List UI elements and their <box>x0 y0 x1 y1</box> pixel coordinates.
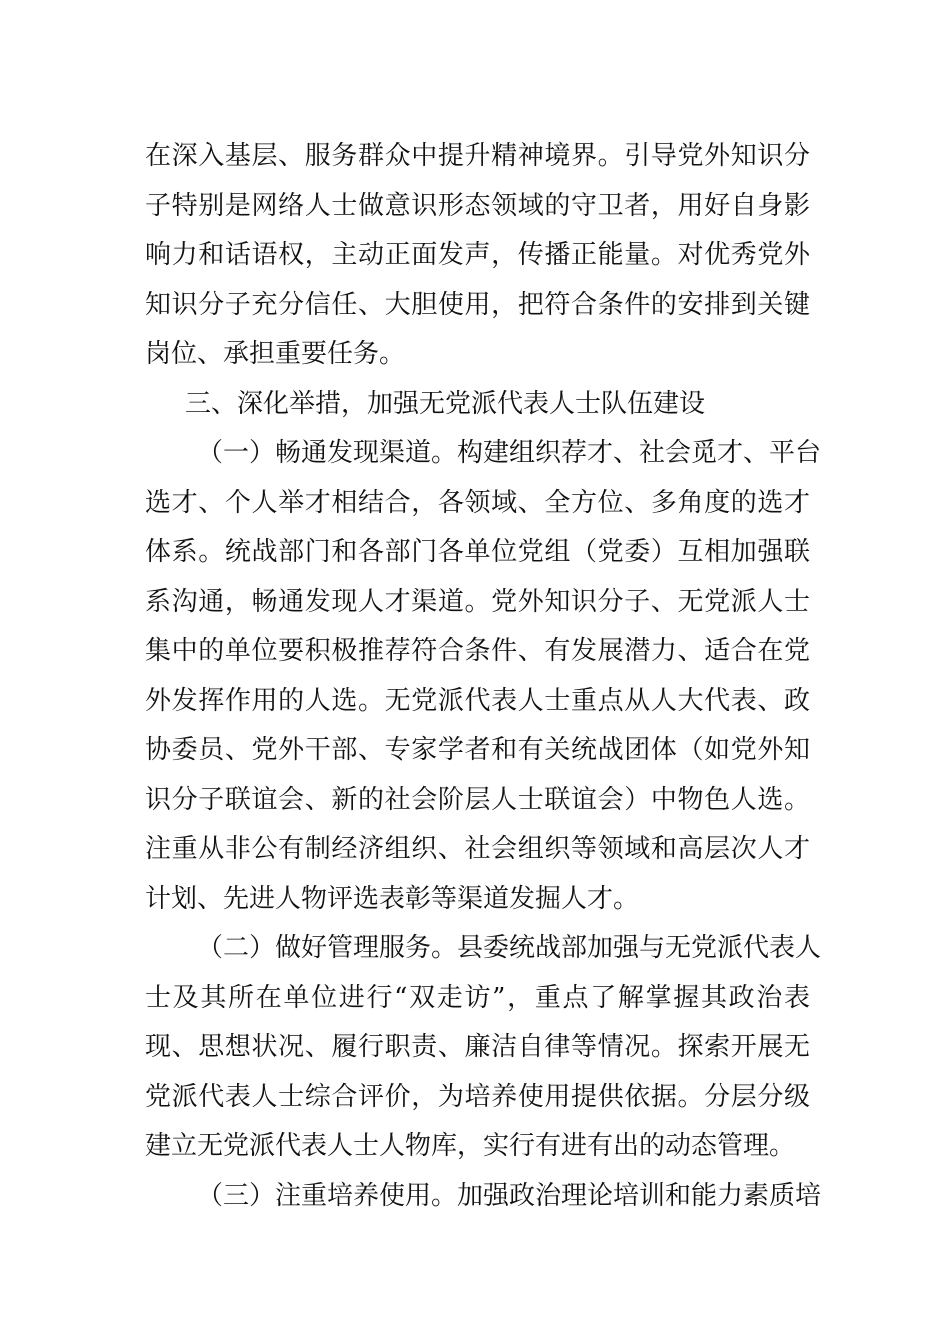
text-line: 系沟通，畅通发现人才渠道。党外知识分子、无党派人士 <box>145 586 810 617</box>
text-line: 知识分子充分信任、大胆使用，把符合条件的安排到关键 <box>145 289 810 320</box>
text-line: （一）畅通发现渠道。构建组织荐才、社会觅才、平台 <box>197 438 822 468</box>
text-line: （二）做好管理服务。县委统战部加强与无党派代表人 <box>197 933 822 963</box>
text-line: 党派代表人士综合评价，为培养使用提供依据。分层分级 <box>145 1081 810 1112</box>
text-line: 岗位、承担重要任务。 <box>145 339 406 369</box>
body-text <box>145 132 822 1221</box>
text-line: 集中的单位要积极推荐符合条件、有发展潜力、适合在党 <box>145 636 810 666</box>
text-line: 体系。统战部门和各部门各单位党组（党委）互相加强联 <box>145 537 810 567</box>
text-line: 现、思想状况、履行职责、廉洁自律等情况。探索开展无 <box>145 1032 810 1062</box>
text-line: 选才、个人举才相结合，各领域、全方位、多角度的选才 <box>145 487 810 518</box>
text-line: （三）注重培养使用。加强政治理论培训和能力素质培 <box>197 1180 822 1211</box>
text-line: 响力和话语权，主动正面发声，传播正能量。对优秀党外 <box>145 240 810 270</box>
text-line: 计划、先进人物评选表彰等渠道发掘人才。 <box>145 883 640 914</box>
paragraph-3-1 <box>145 429 822 924</box>
section-heading <box>145 380 810 430</box>
paragraph-3-3 <box>145 1172 822 1222</box>
paragraph-3-2 <box>145 924 822 1172</box>
text-line: 外发挥作用的人选。无党派代表人士重点从人大代表、政 <box>145 685 810 716</box>
text-line: 士及其所在单位进行“双走访”，重点了解掌握其政治表 <box>145 982 810 1013</box>
paragraph-continued <box>145 132 810 380</box>
section-heading-text: 三、深化举措，加强无党派代表人士队伍建设 <box>185 388 706 419</box>
text-line: 在深入基层、服务群众中提升精神境界。引导党外知识分 <box>145 141 810 171</box>
text-line: 协委员、党外干部、专家学者和有关统战团体（如党外知 <box>145 735 810 765</box>
text-line: 建立无党派代表人士人物库，实行有进有出的动态管理。 <box>145 1131 796 1161</box>
text-line: 子特别是网络人士做意识形态领域的守卫者，用好自身影 <box>145 190 810 221</box>
text-line: 识分子联谊会、新的社会阶层人士联谊会）中物色人选。 <box>145 784 810 815</box>
text-line: 注重从非公有制经济组织、社会组织等领域和高层次人才 <box>145 834 810 864</box>
